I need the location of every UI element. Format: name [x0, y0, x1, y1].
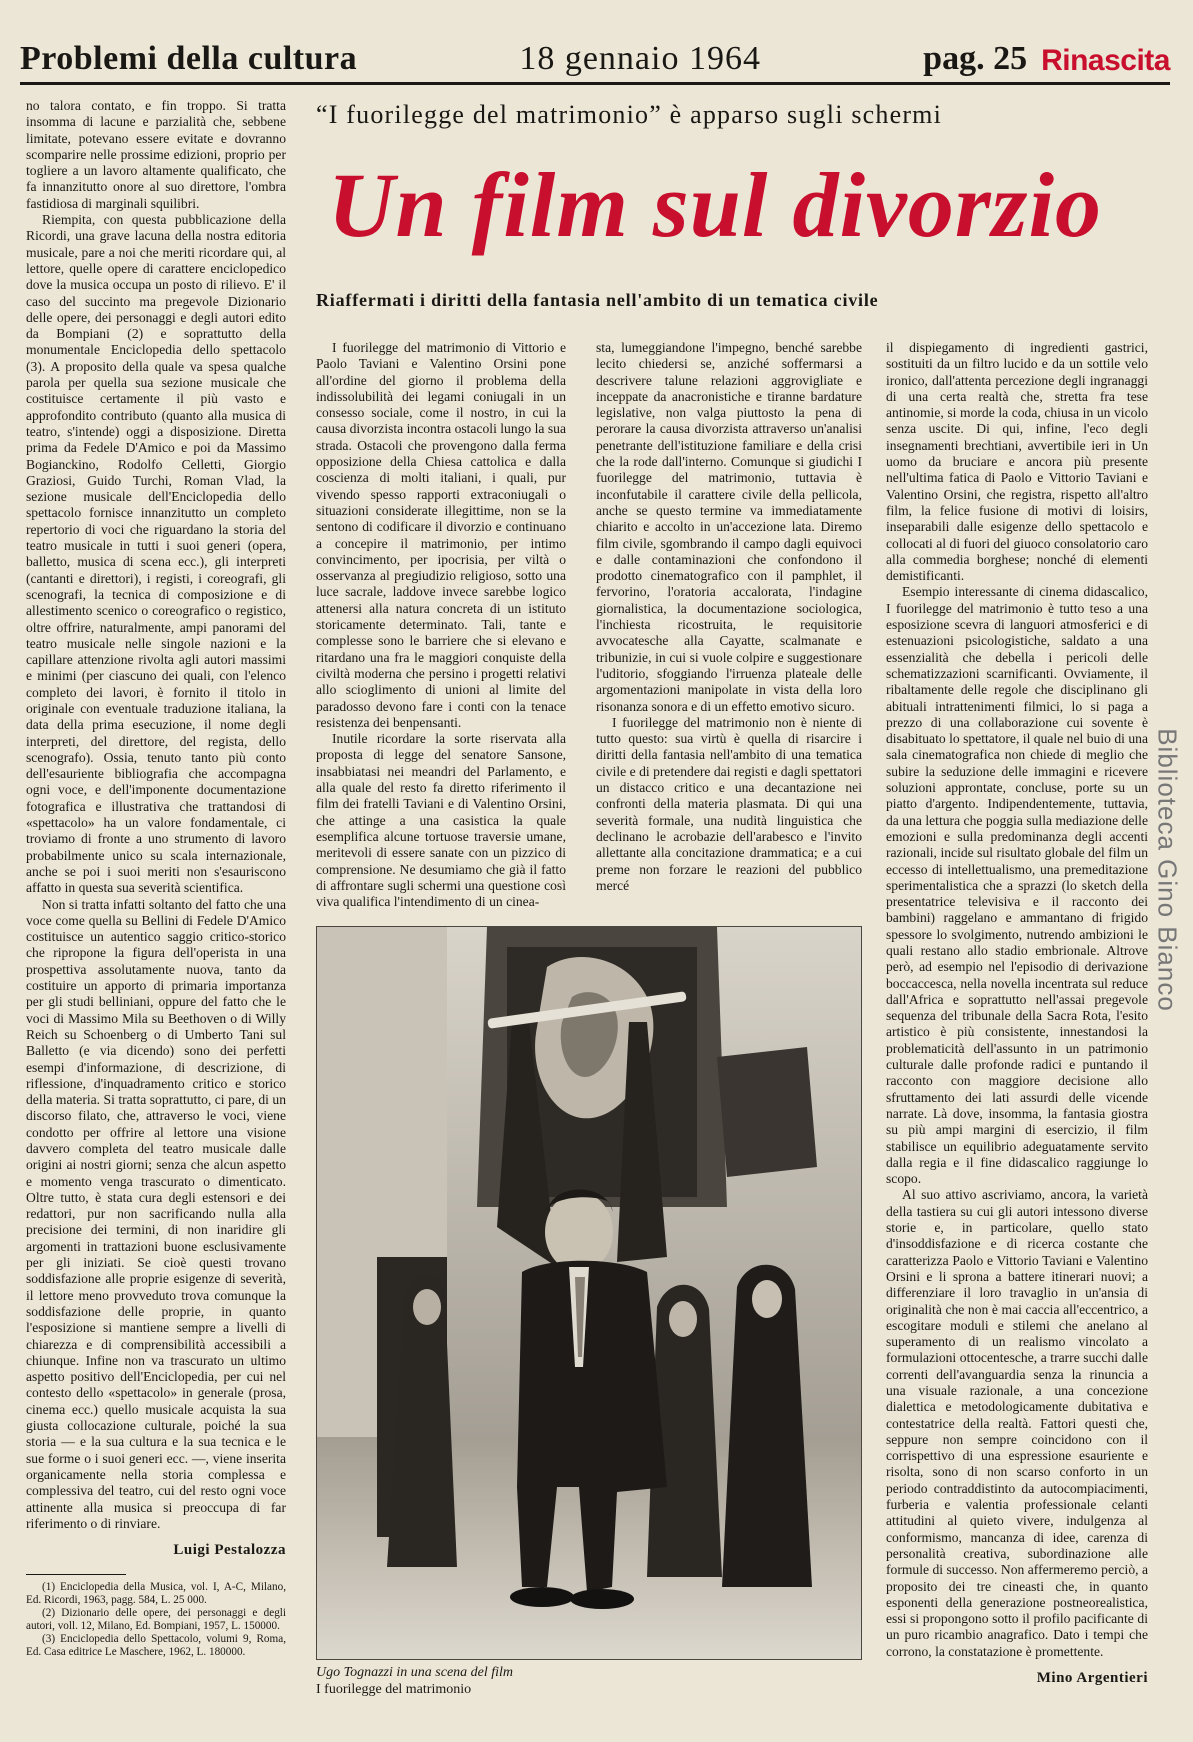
film-still-photo: [316, 926, 862, 1660]
watermark-text: Biblioteca Gino Bianco: [1152, 728, 1183, 1012]
masthead: [20, 20, 1170, 85]
article1-paragraph: Non si tratta infatti soltanto del fatto che una voce come quella su Bellini di Fedele D'Amico costituisce un autentico saggio critico-storico che ripropone la figura dell'operista in una prospettiva assolutamente nuova, tanto da costituire un apporto di primaria importanza per gli studi belliniani, oppure del fatto che le voci di Massimo Mila su Beethoven o di Willy Reich su Schoenberg o di Umberto Tani sul Balletto (e via dicendo) sono dei perfetti esempi d'informazione, di descrizione, di riflessione, d'inquadramento critico e storico della materia. Si tratta soprattutto, ci pare, di un discorso filato, che, attraverso le voci, viene condotto per offrire al lettore una visione davvero completa del teatro musicale dalle origini ai nostri giorni; senza che alcun aspetto e momento venga trascurato o dimenticato. Oltre tutto, è stata cura degli estensori e dei redattori, pur non sacrificando nulla alla precisione dei termini, di non inaridire gli argomenti in trattazioni buone esclusivamente per gli iniziati. Se cioè questi trovano soddisfazione alle proprie esigenze di severità, il lettore meno provveduto trova comunque la soddisfazione delle proprie, in quanto l'esposizione si mantiene sempre a livelli di chiarezza e di comprensibilità accessibili a chiunque. Infine non va trascurato un ultimo aspetto positivo dell'Enciclopedia, per cui nel contesto dello «spettacolo» in generale (prosa, cinema ecc.) quello musicale acquista la sua giusta collocazione culturale, poiché la sua storia — e la sua cultura e la sua tecnica e le sue forme o i suoi generi ecc. —, viene inserita organicamente nella storia complessa e complessiva del teatro, cui del resto ogni voce attinente alla musica si preoccupa di far riferimento o di rinviare.: [26, 896, 286, 1531]
article2-paragraph: sta, lumeggiandone l'impegno, benché sarebbe lecito chiedersi se, anziché soffermarsi a descrivere talune relazioni aggrovigliate e inceppate da anacronistiche e tiranne bardature legislative, non valga piuttosto la pena di perorare la causa divorzista attraverso un'analisi penetrante dell'istituzione familiare e della crisi che la rode dall'interno. Comunque si giudichi I fuorilegge del matrimonio, tuttavia è inconfutabile il carattere civile della pellicola, anche se questo termine va immediatamente chiarito e accolto in un'accezione lata. Diremo film civile, sgombrando il campo dagli equivoci e dalle contaminazioni che confondono il prodotto cinematografico con il pamphlet, il fervorino, l'oratoria accalorata, l'indagine giornalistica, la documentazione sociologica, l'inchiesta ricostruita, le requisitorie avvocatesche alla Cayatte, scalmanate e tribunizie, in cui si vuole colpire e suggestionare l'uditorio, sfoggiando l'irruenza plateale delle argomentazioni manipolate in vista della loro risonanza sonora e di un effetto emotivo sicuro.: [596, 340, 862, 714]
article2-paragraph: Esempio interessante di cinema didascalico, I fuorilegge del matrimonio è tutto teso a una esposizione scevra di languori atmosferici e di estenuazioni psicologistiche, saldato a una essenzialità che debella i pericoli delle schematizzazioni scarnificanti. Ovviamente, il ribaltamente delle regole che disciplinano gli abituali intrattenimenti filmici, lo si paga a prezzo di una collaborazione cui sovente è disabituato lo spettatore, il quale nel buio di una sala cinematografica non chiede di meglio che subire la seduzione delle immagini e ricevere soluzioni approntate, concluse, porte su un piatto d'argento. Indipendentemente, tuttavia, da una lettura che poggia sulla mediazione delle emozioni e sulla predominanza degli accenti razionali, incide sul risultato globale del film un eccesso di intellettualismo, una premeditazione sperimentalistica che a sprazzi (lo sketch della presentatrice televisiva e il racconto dei bambini) raggelano e ammantano di frigido spessore lo svolgimento, nutrendo ambizioni le quali restano allo stadio embrionale. Altrove però, ad esempio nel l'episodio di derivazione boccaccesca, nella novella incentrata sul reduce dall'Africa e soprattutto nell'assai pregevole sequenza del tribunale della Sacra Rota, l'esito artistico è più consistente, innestandosi la problematicità dell'assunto in un patrimonio culturale dalle profonde radici e puntando il racconto con maggiore decisione allo sfruttamento dei lati assurdi delle vicende narrate. Là dove, insomma, la fantasia giostra su più ampi margini di esercizio, il film stabilisce un equilibrio adeguatamente servito dalla regia e il fine didascalico raggiunge lo scopo.: [886, 584, 1148, 1187]
caption-line-1: Ugo Tognazzi in una scena del film: [316, 1665, 514, 1680]
article2-paragraph: Al suo attivo ascriviamo, ancora, la varietà della tastiera su cui gli autori intessono diverse storie e, in particolare, quello stato d'insoddisfazione e di ricerca costante che caratterizza Paolo e Vittorio Taviani e Valentino Orsini e li sprona a battere itinerari nuovi; a differenziare il loro travaglio in un'ansia di originalità che non è mai caccia all'eccentrico, a escogitare moduli e stilemi che anelano al superamento di un realismo vincolato a formulazioni ottocentesche, a trarre succhi dalle correnti dell'avanguardia senza la rinuncia a una visuale razionale, a una concezione dialettica e metodologicamente dubitativa e contestatrice della realtà. Fattori questi che, seppure non sempre coincidono con il corrispettivo di una espressione esauriente e risolta, sono di non scarso conforto in un periodo contraddistinto da autocompiacimenti, furberia e valentia professionale celanti attitudini al quieto vivere, indulgenza al conformismo, mancanza di idee, carenza di personalità creativa, subordinazione alle formule di successo. Non affermeremo perciò, a proposito dei tre cineasti che, in quanto esponenti della generazione postneorealistica, essi si propongono sotto il profilo pacificante di un puro ricambio anagrafico. Dato i tempi che corrono, la constatazione è promettente.: [886, 1187, 1148, 1659]
footnote: (1) Enciclopedia della Musica, vol. I, A-C, Milano, Ed. Ricordi, 1963, pagg. 584, L. 25 000.: [26, 1581, 286, 1607]
article2-author: Mino Argentieri: [1036, 1670, 1148, 1686]
article2-column-4: [886, 340, 1148, 1660]
article2-paragraph: Inutile ricordare la sorte riservata alla proposta di legge del senatore Sansone, insabbiatasi nei meandri del Parlamento, e alla quale del resto fa diretto riferimento il film dei fratelli Taviani e di Valentino Orsini, che attinge a una casistica la quale esemplifica alcune tortuose traversie umane, meritevoli di essere sanate con un pizzico di comprensione. Ne desumiamo che già il fatto di affrontare sugli schermi una questione così viva qualifica l'intendimento di un cinea-: [316, 731, 566, 910]
article2-paragraph: I fuorilegge del matrimonio non è niente di tutto questo: sua virtù è quella di risarcire i diritti della fantasia nell'ambito di una tematica civile e di pretendere dai registi e dagli spettatori un distacco critico e una decantazione nei confronti della materia plasmata. Di qui una severità formale, una nudità linguistica che declinano le acrobazie dell'arabesco e l'invito allettante alla concitazione drammatica; e a cui preme non forzare le reazioni del pubblico mercé: [596, 714, 862, 893]
library-watermark: [1152, 660, 1182, 1080]
footnote: (3) Enciclopedia dello Spettacolo, volumi 9, Roma, Ed. Casa editrice Le Maschere, 1962, L. 180000.: [26, 1633, 286, 1659]
page-number: pag. 25: [923, 40, 1028, 77]
section-title: Problemi della cultura: [20, 40, 358, 77]
article2-paragraph: I fuorilegge del matrimonio di Vittorio e Paolo Taviani e Valentino Orsini pone all'ordine del giorno il problema della indissolubilità dei legami coniugali in un consesso sociale, come il nostro, in cui la causa divorzista incontra ostacoli lungo la sua strada. Ostacoli che provengono dalla ferma opposizione della Chiesa cattolica e dalla coscienza di molti italiani, i quali, pur vivendo spesso rapporti extraconiugali o situazioni considerate illegittime, non se la sentono di codificare il divorzio e continuano a concepire il matrimonio, per intimo convincimento, per ipocrisia, per viltà o osservanza al pregiudizio religioso, sotto una luce sacrale, laddove invece sarebbe logico attenersi alla natura concreta di un istituto storicamente determinato. Tali, tante e complesse sono le barriere che si elevano e ritardano una fra le maggiori conquiste della civiltà moderna che persino i progetti relativi allo scioglimento di unioni al limite del paradosso devono fare i conti con la tenace resistenza dei benpensanti.: [316, 340, 566, 730]
footnote-divider: [26, 1574, 126, 1575]
article2-paragraph: il dispiegamento di ingredienti gastrici, sostituiti da un filtro lucido e da un sottile velo ironico, dall'attenta percezione degli ingranaggi di una certa realtà che, stretta fra tese antinomie, si morde la coda, chiusa in un vicolo senza uscite. Di qui, infine, l'eco degli insegnamenti brechtiani, avvertibile ieri in Un uomo da bruciare e ancora più presente nell'ultima fatica di Paolo e Vittorio Taviani e Valentino Orsini, che registra, rispetto all'altro film, la felice fusione di motivi di loisirs, inseparabili dalle esigenze dello spettacolo e collocati al di fuori del giuoco consolatorio caro alla commedia borghese; nonché di elementi demistificanti.: [886, 340, 1148, 584]
issue-date: 18 gennaio 1964: [519, 40, 761, 77]
article1-column: [26, 98, 286, 1659]
brand-logo: Rinascita: [1041, 44, 1170, 77]
article1-paragraph: no talora contato, e fin troppo. Si tratta insomma di lacune e parzialità che, sebbene limitate, potevano essere evitate e dovranno scomparire nelle prossime edizioni, proprio per togliere a un lavoro altamente qualificato, che fa innanzitutto onore al suo direttore, l'ombra fastidiosa di marginali squilibri.: [26, 98, 286, 211]
footnote: (2) Dizionario delle opere, dei personaggi e degli autori, voll. 12, Milano, Ed. Bompiani, 1957, L. 150000.: [26, 1607, 286, 1633]
article-subhead: Riaffermati i diritti della fantasia nell'ambito di un tematica civile: [316, 290, 879, 310]
caption-line-2: I fuorilegge del matrimonio: [316, 1682, 472, 1697]
article2-column-3: [596, 340, 862, 894]
article2-column-2: [316, 340, 566, 910]
article1-author: Luigi Pestalozza: [173, 1542, 286, 1559]
film-still-illustration: [317, 927, 861, 1659]
article-headline: Un film sul divorzio: [328, 154, 1103, 256]
photo-caption: [316, 1664, 860, 1698]
article1-paragraph: Riempita, con questa pubblicazione della Ricordi, una grave lacuna della nostra editoria musicale, pare a noi che meriti ricordare qui, al lettore, quelle opere di carattere enciclopedico dove la musica occupa un posto di rilievo. E' il caso del succinto ma pregevole Dizionario delle opere, dei personaggi e degli autori edito da Bompiani (2) e soprattutto della monumentale Enciclopedia dello spettacolo (3). A proposito della quale va spesa qualche parola per quella sua sezione musicale che costituisce certamente il più vasto e approfondito contributo (quanto alla musica di teatro, s'intende) oggi a disposizione. Diretta prima da Fedele D'Amico e poi da Massimo Bogianckino, Rodolfo Celletti, Giorgio Graziosi, Guido Turchi, Roman Vlad, la sezione musicale dell'Enciclopedia dello spettacolo fornisce innanzitutto un completo repertorio di voci che riguardano la storia del teatro musicale in tutti i suoi generi (opera, balletto, musica di scena ecc.), gli interpreti (cantanti e direttori), i registi, i coreografi, gli scenografi, la tecnica di composizione e di allestimento scenico o coreografico o registico, oltre offrire, naturalmente, ampi panorami del teatro musicale nelle singole nazioni e la capillare attenzione rivolta agli autori massimi e minimi (per ciascuno dei quali, con l'elenco completo dei lavori, è fornito il titolo in originale con eventuale traduzione italiana, la data della prima esecuzione, il nome degli interpreti, del direttore, del regista, dello scenografo). Ossia, tenuto tanto più conto dell'esauriente bibliografia che accompagna ogni voce, e dell'imponente documentazione fotografica e illustrativa che trattandosi di «spettacolo» ha un valore fondamentale, ci troviamo di fronte a uno strumento di lavoro probabilmente unico su scala internazionale, anche se poi i suoi meriti non s'esauriscono affatto in questa sua severità scientifica.: [26, 212, 286, 896]
article-kicker: “I fuorilegge del matrimonio” è apparso sugli schermi: [316, 100, 943, 129]
masthead-right: [923, 40, 1170, 78]
